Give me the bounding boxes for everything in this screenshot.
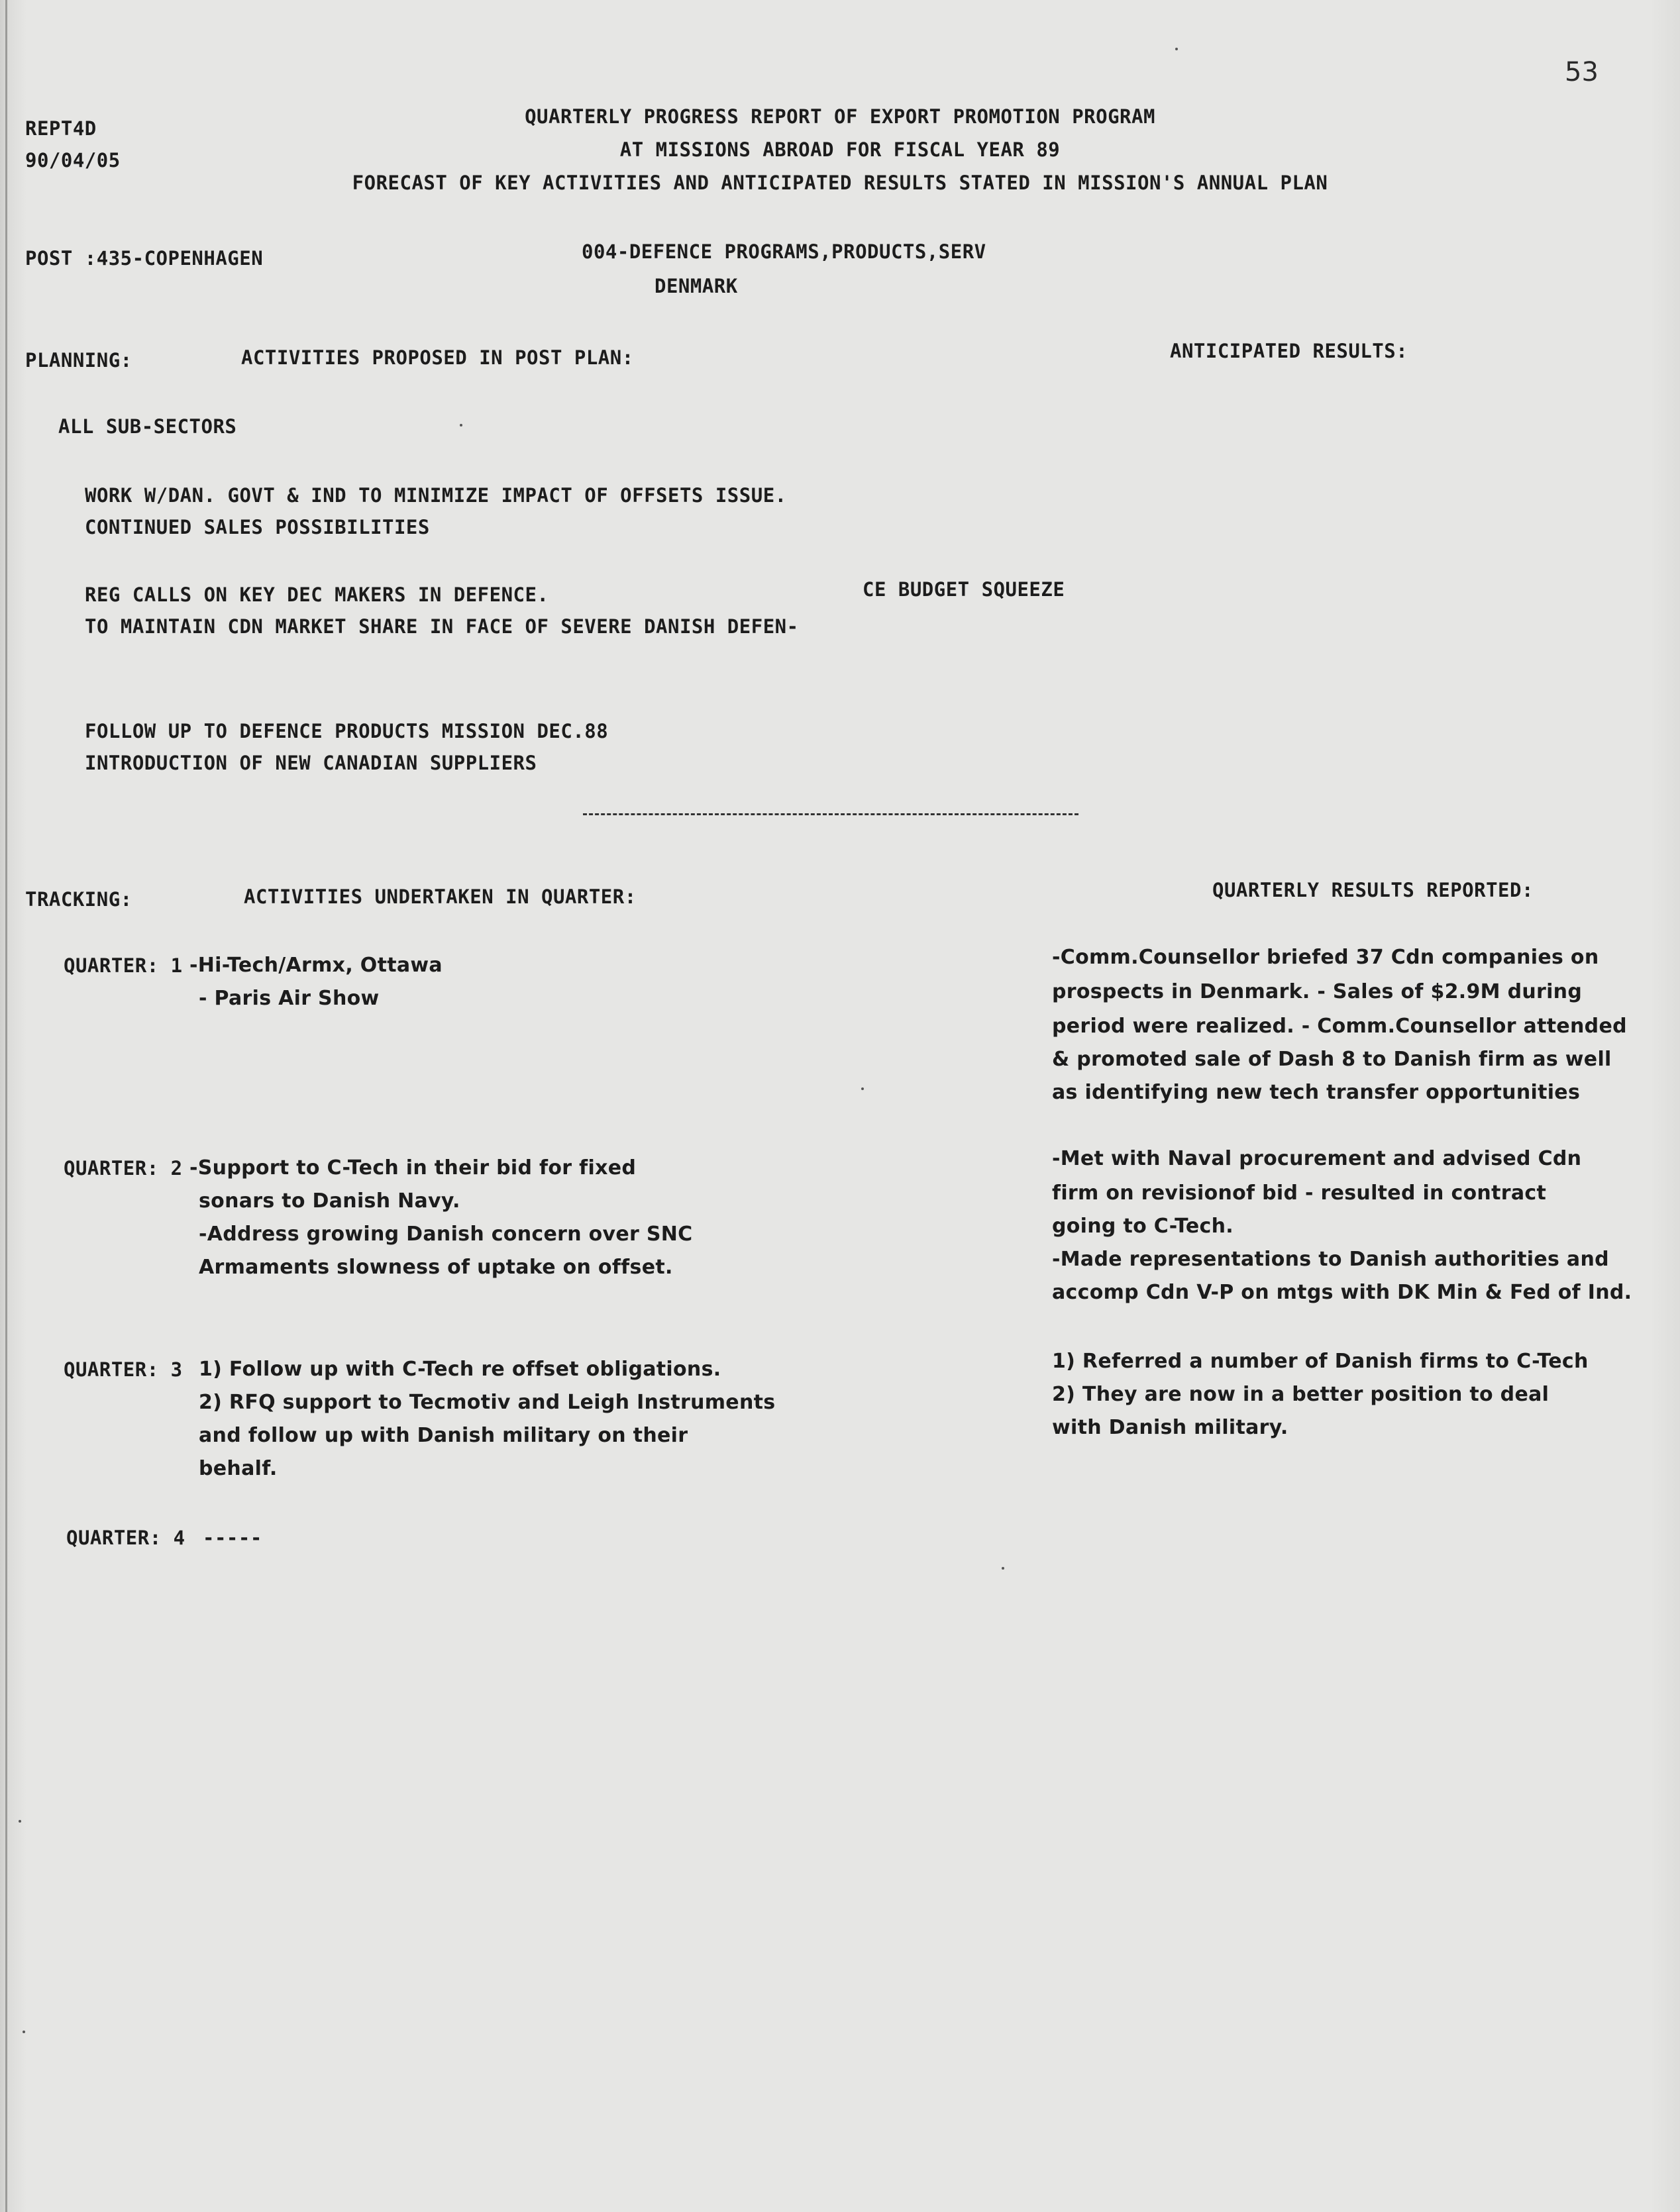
plan-item-2-line2: TO MAINTAIN CDN MARKET SHARE IN FACE OF SEVERE DANISH DEFEN- — [85, 615, 799, 638]
quarter-1-result-4: & promoted sale of Dash 8 to Danish firm as well — [1052, 1048, 1612, 1071]
page-edge-shadow — [5, 0, 7, 2212]
report-code: REPT4D — [25, 117, 97, 140]
quarter-3-activity-1: 1) Follow up with C-Tech re offset obligations. — [199, 1358, 721, 1381]
quarter-1-result-5: as identifying new tech transfer opportunities — [1052, 1081, 1581, 1104]
plan-item-3-line2: INTRODUCTION OF NEW CANADIAN SUPPLIERS — [85, 752, 537, 774]
sector-label: 004-DEFENCE PROGRAMS,PRODUCTS,SERV — [582, 240, 986, 263]
quarter-3-result-3: with Danish military. — [1052, 1416, 1288, 1439]
quarter-1-label: QUARTER: 1 — [64, 954, 183, 977]
post-label: POST :435-COPENHAGEN — [25, 247, 264, 270]
quarter-4-activity-1: ----- — [203, 1527, 262, 1549]
quarter-3-result-2: 2) They are now in a better position to deal — [1052, 1383, 1549, 1406]
quarter-3-label: QUARTER: 3 — [64, 1358, 183, 1381]
scan-speck — [23, 2031, 25, 2033]
plan-item-1-line2: CONTINUED SALES POSSIBILITIES — [85, 516, 430, 538]
scan-speck — [460, 424, 462, 427]
quarter-2-result-5: accomp Cdn V-P on mtgs with DK Min & Fed of Ind. — [1052, 1281, 1632, 1304]
planning-results-heading: ANTICIPATED RESULTS: — [1170, 340, 1408, 362]
scan-speck — [861, 1087, 864, 1090]
quarter-2-result-2: firm on revisionof bid - resulted in contract — [1052, 1181, 1547, 1205]
planning-label: PLANNING: — [25, 349, 132, 372]
subsector-heading: ALL SUB-SECTORS — [58, 415, 237, 438]
plan-item-2-line1: REG CALLS ON KEY DEC MAKERS IN DEFENCE. — [85, 583, 549, 606]
quarter-2-activity-2: sonars to Danish Navy. — [199, 1189, 460, 1213]
quarter-2-result-4: -Made representations to Danish authorities and — [1052, 1248, 1609, 1271]
plan-item-2-continuation: CE BUDGET SQUEEZE — [863, 578, 1065, 601]
tracking-label: TRACKING: — [25, 888, 132, 911]
quarter-2-result-1: -Met with Naval procurement and advised Cdn — [1052, 1147, 1582, 1170]
quarter-2-activity-4: Armaments slowness of uptake on offset. — [199, 1256, 673, 1279]
planning-activities-heading: ACTIVITIES PROPOSED IN POST PLAN: — [241, 346, 634, 369]
report-title-line3: FORECAST OF KEY ACTIVITIES AND ANTICIPATED RESULTS STATED IN MISSION'S ANNUAL PLAN — [352, 172, 1328, 194]
section-divider — [583, 813, 1078, 815]
page-number: 53 — [1565, 57, 1599, 87]
quarter-2-label: QUARTER: 2 — [64, 1157, 183, 1180]
quarter-1-result-1: -Comm.Counsellor briefed 37 Cdn companies on — [1052, 946, 1599, 969]
country-label: DENMARK — [655, 275, 738, 297]
quarter-1-result-2: prospects in Denmark. - Sales of $2.9M during — [1052, 980, 1583, 1003]
plan-item-3-line1: FOLLOW UP TO DEFENCE PRODUCTS MISSION DEC.88 — [85, 720, 609, 742]
tracking-results-heading: QUARTERLY RESULTS REPORTED: — [1212, 879, 1534, 901]
quarter-3-activity-4: behalf. — [199, 1457, 278, 1480]
scan-speck — [19, 1820, 21, 1823]
quarter-3-activity-2: 2) RFQ support to Tecmotiv and Leigh Instruments — [199, 1391, 776, 1414]
plan-item-1-line1: WORK W/DAN. GOVT & IND TO MINIMIZE IMPACT OF OFFSETS ISSUE. — [85, 484, 787, 507]
quarter-4-label: QUARTER: 4 — [66, 1527, 185, 1549]
quarter-1-activity-1: -Hi-Tech/Armx, Ottawa — [189, 954, 443, 977]
quarter-2-result-3: going to C-Tech. — [1052, 1215, 1234, 1238]
report-title-line1: QUARTERLY PROGRESS REPORT OF EXPORT PROMOTION PROGRAM — [525, 105, 1155, 128]
quarter-1-activity-2: - Paris Air Show — [199, 987, 380, 1010]
scan-speck — [1002, 1567, 1004, 1570]
quarter-2-activity-1: -Support to C-Tech in their bid for fixed — [189, 1156, 637, 1180]
tracking-activities-heading: ACTIVITIES UNDERTAKEN IN QUARTER: — [244, 885, 637, 908]
quarter-2-activity-3: -Address growing Danish concern over SNC — [199, 1223, 693, 1246]
quarter-3-result-1: 1) Referred a number of Danish firms to C-Tech — [1052, 1350, 1589, 1373]
scan-speck — [1175, 48, 1178, 50]
quarter-3-activity-3: and follow up with Danish military on their — [199, 1424, 688, 1447]
report-date: 90/04/05 — [25, 149, 121, 172]
quarter-1-result-3: period were realized. - Comm.Counsellor attended — [1052, 1015, 1627, 1038]
report-title-line2: AT MISSIONS ABROAD FOR FISCAL YEAR 89 — [619, 138, 1061, 161]
